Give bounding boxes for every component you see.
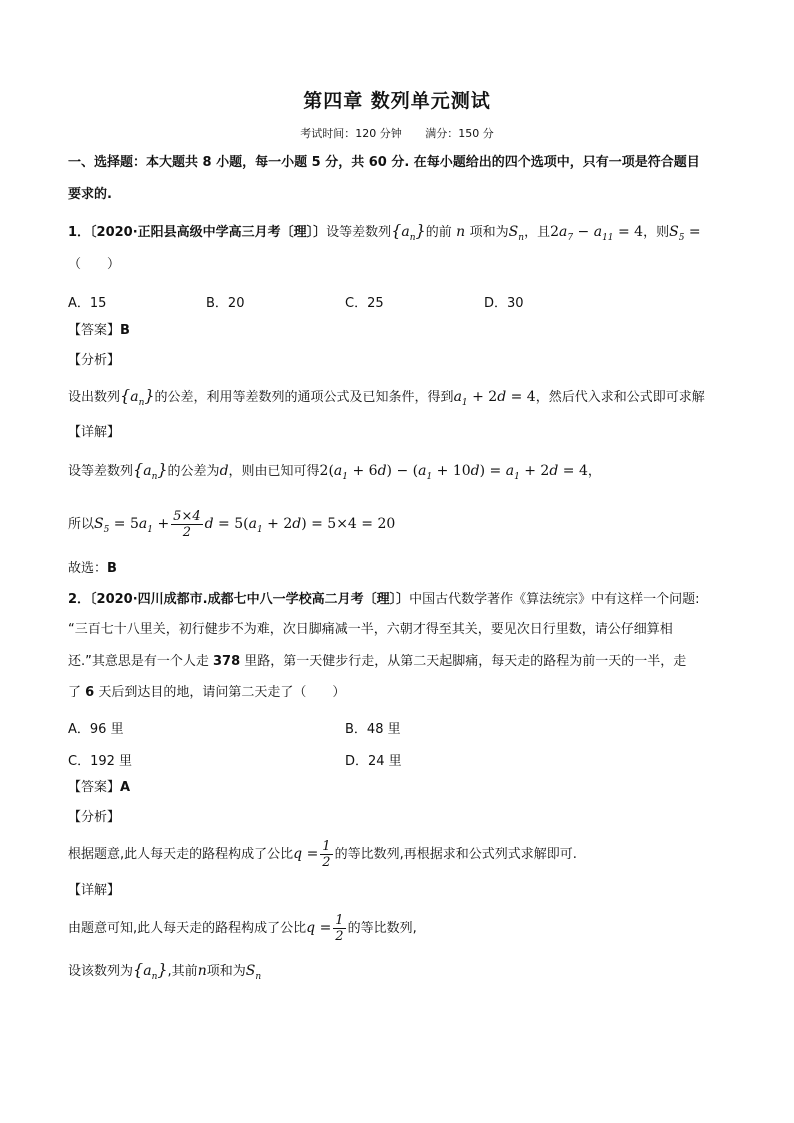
q1-d-formula: d <box>219 463 229 479</box>
detail-text: 设等差数列 <box>68 464 134 479</box>
answer-label: 【答案】 <box>68 780 121 795</box>
q2-stem-line3 <box>68 653 686 671</box>
q1-option-c: C．25 <box>345 296 384 311</box>
q1-stem-text: ，则 <box>643 225 670 240</box>
q1-derivation-formula: $2(a_1 + 6d) - (a_1 + 10d) = a_1 + 2d = 4$ <box>319 463 588 482</box>
exam-time: 考试时间：120 分钟 <box>300 127 402 140</box>
analysis-text: 的公差，利用等差数列的通项公式及已知条件，得到 <box>154 390 454 405</box>
answer-value: B <box>120 323 130 338</box>
q2-answer <box>68 779 130 797</box>
q2-option-c: C．192 里 <box>68 754 133 769</box>
q1-target-formula: $S_5$ = <box>669 224 701 243</box>
q1-choose <box>68 560 117 578</box>
q1-seq-formula: $\{a_n\}$ <box>133 460 168 482</box>
q1-number: 1． <box>68 225 91 240</box>
q2-stem-text: 天后到达目的地，请问第二天走了（ ） <box>94 685 346 700</box>
q2-seq-formula: $\{a_n\}$ <box>133 960 168 982</box>
answer-label: 【答案】 <box>68 323 121 338</box>
analysis-text: 的等比数列,再根据求和公式列式求解即可. <box>334 847 577 862</box>
q1-seq-formula: $\{a_n\}$ <box>391 221 426 243</box>
q2-ratio-formula: q = $\frac{1}{2}$ <box>306 912 344 944</box>
q1-answer <box>68 322 130 340</box>
analysis-text: 根据题意,此人每天走的路程构成了公比 <box>68 847 294 862</box>
detail-text: ,其前 <box>167 964 198 979</box>
q2-stem-number: 6 <box>85 685 95 700</box>
detail-text: 的等比数列, <box>347 921 417 936</box>
q1-condition-formula: $2a_7 - a_{11} = 4$ <box>550 224 644 243</box>
q2-detail-label: 【详解】 <box>68 883 121 898</box>
detail-text: 的公差为 <box>167 464 220 479</box>
q1-stem-text: 项和为 <box>469 225 509 240</box>
detail-text: 设该数列为 <box>68 964 134 979</box>
q1-option-d: D．30 <box>484 296 524 311</box>
q2-stem-text: 还.”其意思是有一个人走 <box>68 654 213 669</box>
q1-analysis <box>68 387 705 412</box>
q2-option-a: A．96 里 <box>68 722 124 737</box>
answer-value: A <box>120 780 131 795</box>
q1-sn-formula: $S_n$ <box>508 224 525 243</box>
q2-stem-text: 了 <box>68 685 86 700</box>
q2-stem-line4 <box>68 684 345 702</box>
detail-text: ， <box>587 464 601 479</box>
page-title: 第四章 数列单元测试 <box>303 90 491 112</box>
detail-text: 所以 <box>68 517 95 532</box>
q2-option-d: D．24 里 <box>345 754 402 769</box>
q2-stem-number: 378 <box>213 654 241 669</box>
choose-value: B <box>107 561 117 576</box>
q1-stem <box>68 222 701 247</box>
q2-option-b: B．48 里 <box>345 722 401 737</box>
q2-source: 〔2020·四川成都市.成都七中八一学校高二月考〔理〕〕 <box>90 592 410 607</box>
detail-text: 由题意可知,此人每天走的路程构成了公比 <box>68 921 307 936</box>
q2-stem-text: 里路，第一天健步行走，从第二天起脚痛，每天走的路程为前一天的一半，走 <box>240 654 687 669</box>
q2-stem-text: 中国古代数学著作《算法统宗》中有这样一个问题: <box>409 592 700 607</box>
q2-ratio-formula: q = $\frac{1}{2}$ <box>293 838 331 870</box>
q1-stem-text: 的前 <box>425 225 452 240</box>
section-heading-line1: 一、选择题：本大题共 8 小题，每一小题 5 分，共 60 分. 在每小题给出的四个选项中，只有一项是符合题目 <box>68 155 700 170</box>
q2-n-formula: n <box>197 963 207 979</box>
q1-detail-label: 【详解】 <box>68 425 121 440</box>
q2-number: 2． <box>68 592 91 607</box>
q1-option-b: B．20 <box>206 296 245 311</box>
q1-n-formula: n <box>451 224 470 240</box>
detail-text: 项和为 <box>206 964 246 979</box>
exam-info <box>0 125 794 141</box>
q2-stem-line2: “三百七十八里关，初行健步不为难，次日脚痛减一半，六朝才得至其关，要见次日行里数，请公仔细算相 <box>68 622 673 637</box>
analysis-text: ，然后代入求和公式即可求解 <box>535 390 705 405</box>
q1-detail <box>68 461 601 486</box>
q2-stem-line1 <box>68 591 700 609</box>
q1-detail-sum <box>68 506 395 548</box>
analysis-text: 设出数列 <box>68 390 121 405</box>
q1-relation-formula: $a_1 + 2d = 4$ <box>453 389 536 408</box>
q1-stem-text: 设等差数列 <box>326 225 392 240</box>
section-heading-line2: 要求的. <box>68 187 112 202</box>
q2-analysis <box>68 836 577 873</box>
q1-seq-formula: $\{a_n\}$ <box>120 386 155 408</box>
q1-stem-text: ，且 <box>524 225 551 240</box>
q1-sum-formula: $S_5 = 5a_1$ + $\frac{5\times 4}{2}$ $d = 5(a_1 + 2d) = 5\times 4 = 20$ <box>94 508 396 540</box>
q2-analysis-label: 【分析】 <box>68 810 121 825</box>
q1-paren: （ ） <box>68 257 121 272</box>
q2-sn-formula: $S_n$ <box>245 963 262 982</box>
q1-source: 〔2020·正阳县高级中学高三月考〔理〕〕 <box>90 225 327 240</box>
q1-analysis-label: 【分析】 <box>68 353 121 368</box>
q2-detail <box>68 910 417 947</box>
q1-option-a: A．15 <box>68 296 107 311</box>
choose-label: 故选： <box>68 561 108 576</box>
q2-detail-last <box>68 961 261 986</box>
exam-score: 满分：150 分 <box>425 127 494 140</box>
detail-text: ，则由已知可得 <box>228 464 320 479</box>
